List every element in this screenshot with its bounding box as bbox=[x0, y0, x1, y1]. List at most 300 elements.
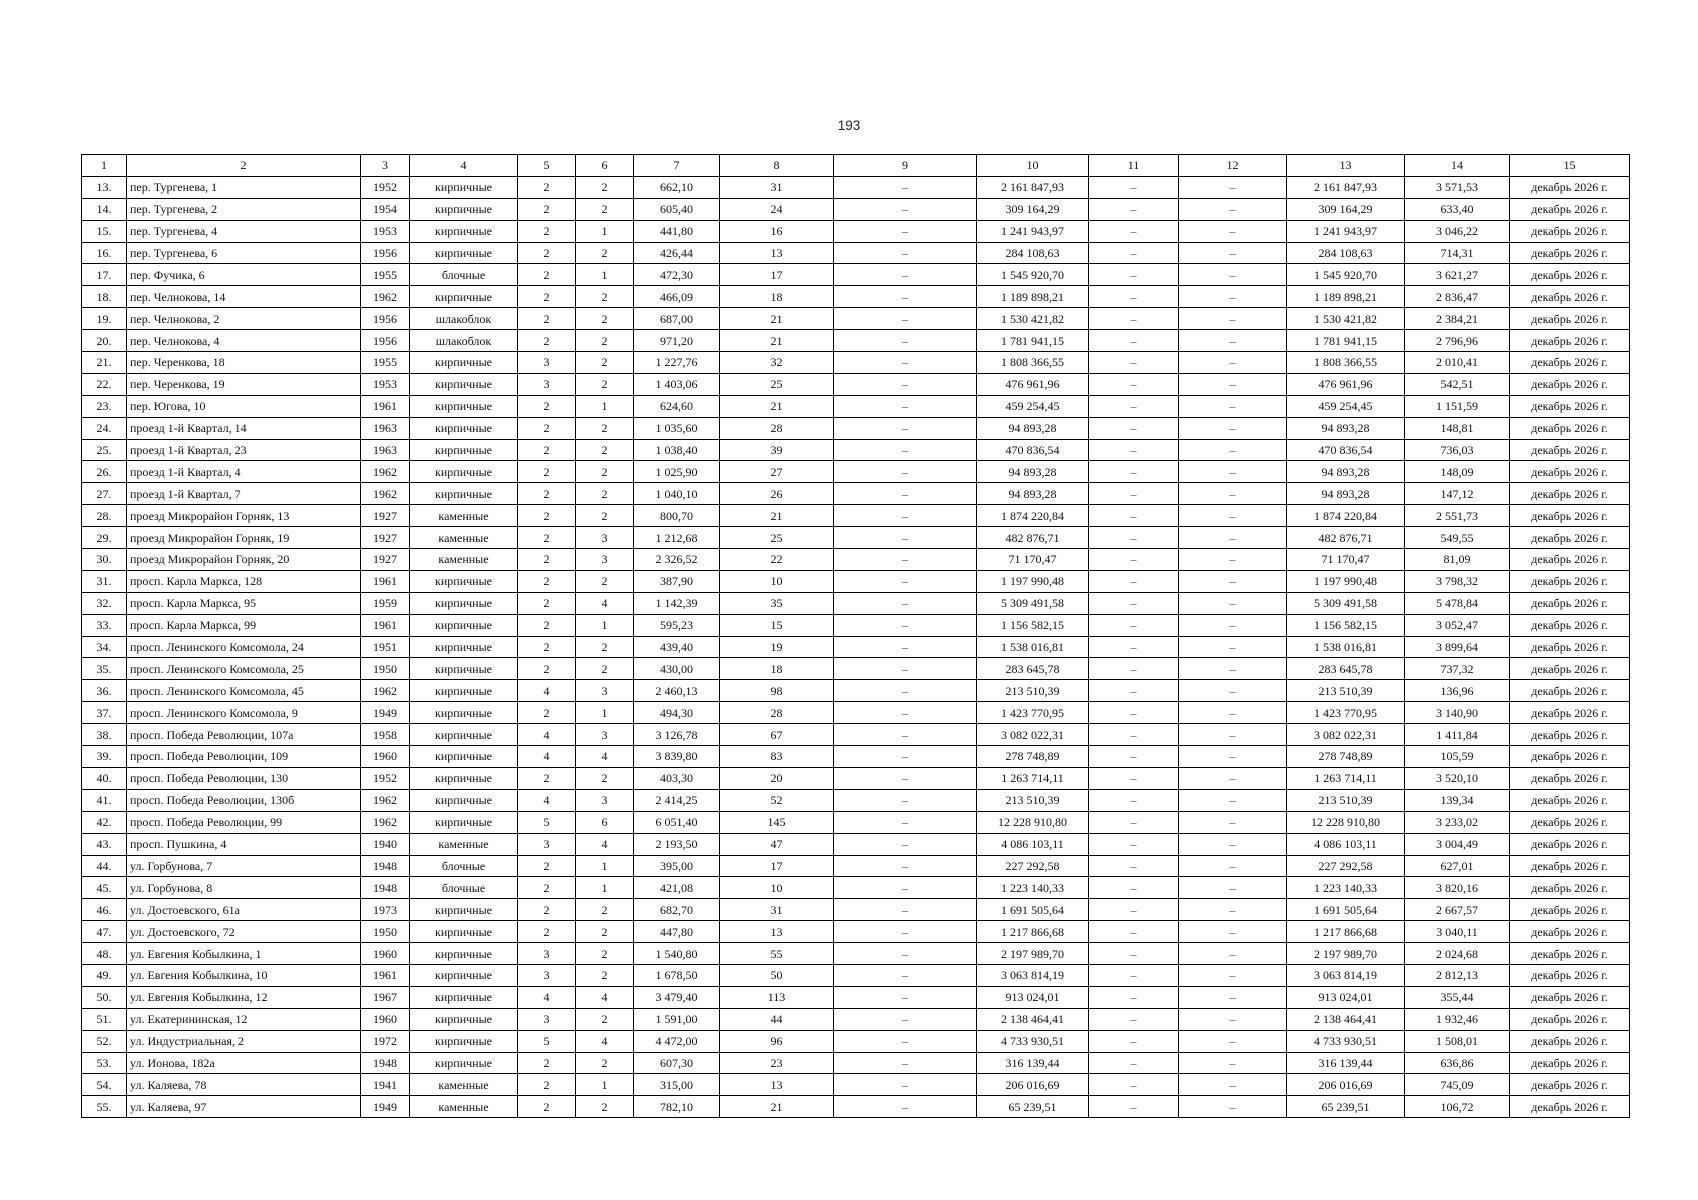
cell-total-area: 3 839,80 bbox=[634, 746, 720, 768]
cell-row-number: 48. bbox=[82, 943, 127, 965]
column-header: 9 bbox=[834, 155, 977, 177]
cell-residents: 21 bbox=[720, 395, 834, 417]
cell-cost-per-sqm: 136,96 bbox=[1405, 680, 1510, 702]
cell-deadline: декабрь 2026 г. bbox=[1510, 658, 1630, 680]
cell-residents: 28 bbox=[720, 702, 834, 724]
table-row bbox=[82, 461, 1630, 483]
cell-cost-per-sqm: 3 046,22 bbox=[1405, 220, 1510, 242]
cell-cost-col-9: – bbox=[834, 614, 977, 636]
cell-wall-material: кирпичные bbox=[410, 899, 518, 921]
cell-cost-col-10: 278 748,89 bbox=[977, 746, 1089, 768]
cell-residents: 13 bbox=[720, 921, 834, 943]
cell-deadline: декабрь 2026 г. bbox=[1510, 1030, 1630, 1052]
cell-floors: 2 bbox=[518, 461, 576, 483]
cell-floors: 2 bbox=[518, 636, 576, 658]
cell-deadline: декабрь 2026 г. bbox=[1510, 483, 1630, 505]
cell-cost-per-sqm: 2 384,21 bbox=[1405, 308, 1510, 330]
cell-total-area: 1 025,90 bbox=[634, 461, 720, 483]
cell-deadline: декабрь 2026 г. bbox=[1510, 724, 1630, 746]
cell-cost-col-12: – bbox=[1179, 1074, 1287, 1096]
cell-residents: 96 bbox=[720, 1030, 834, 1052]
cell-cost-col-11: – bbox=[1089, 986, 1179, 1008]
cell-cost-col-10: 65 239,51 bbox=[977, 1096, 1089, 1118]
cell-cost-per-sqm: 627,01 bbox=[1405, 855, 1510, 877]
cell-deadline: декабрь 2026 г. bbox=[1510, 855, 1630, 877]
cell-total-area: 439,40 bbox=[634, 636, 720, 658]
column-header: 13 bbox=[1287, 155, 1405, 177]
cell-cost-per-sqm: 3 233,02 bbox=[1405, 811, 1510, 833]
cell-row-number: 19. bbox=[82, 308, 127, 330]
cell-cost-col-10: 459 254,45 bbox=[977, 395, 1089, 417]
cell-cost-col-9: – bbox=[834, 395, 977, 417]
cell-year-built: 1927 bbox=[361, 505, 410, 527]
table-row bbox=[82, 964, 1630, 986]
cell-total-area: 387,90 bbox=[634, 570, 720, 592]
cell-cost-total: 913 024,01 bbox=[1287, 986, 1405, 1008]
cell-cost-total: 94 893,28 bbox=[1287, 483, 1405, 505]
cell-wall-material: кирпичные bbox=[410, 198, 518, 220]
cell-wall-material: кирпичные bbox=[410, 176, 518, 198]
cell-row-number: 16. bbox=[82, 242, 127, 264]
cell-entrances: 2 bbox=[576, 308, 634, 330]
cell-address: проезд 1-й Квартал, 4 bbox=[127, 461, 361, 483]
cell-residents: 17 bbox=[720, 855, 834, 877]
cell-total-area: 1 678,50 bbox=[634, 964, 720, 986]
cell-address: ул. Достоевского, 61а bbox=[127, 899, 361, 921]
cell-cost-col-11: – bbox=[1089, 483, 1179, 505]
cell-address: просп. Карла Маркса, 128 bbox=[127, 570, 361, 592]
cell-entrances: 2 bbox=[576, 439, 634, 461]
cell-cost-total: 12 228 910,80 bbox=[1287, 811, 1405, 833]
cell-entrances: 2 bbox=[576, 417, 634, 439]
cell-cost-col-12: – bbox=[1179, 373, 1287, 395]
cell-cost-col-11: – bbox=[1089, 921, 1179, 943]
cell-year-built: 1952 bbox=[361, 176, 410, 198]
cell-row-number: 38. bbox=[82, 724, 127, 746]
cell-cost-col-11: – bbox=[1089, 264, 1179, 286]
cell-total-area: 2 326,52 bbox=[634, 549, 720, 571]
cell-cost-total: 1 223 140,33 bbox=[1287, 877, 1405, 899]
cell-cost-col-10: 1 263 714,11 bbox=[977, 767, 1089, 789]
cell-entrances: 6 bbox=[576, 811, 634, 833]
cell-floors: 2 bbox=[518, 242, 576, 264]
cell-cost-total: 284 108,63 bbox=[1287, 242, 1405, 264]
cell-cost-col-11: – bbox=[1089, 461, 1179, 483]
cell-residents: 25 bbox=[720, 373, 834, 395]
cell-cost-col-12: – bbox=[1179, 636, 1287, 658]
cell-address: проезд 1-й Квартал, 23 bbox=[127, 439, 361, 461]
cell-entrances: 4 bbox=[576, 1030, 634, 1052]
cell-entrances: 1 bbox=[576, 1074, 634, 1096]
cell-year-built: 1956 bbox=[361, 242, 410, 264]
cell-address: проезд 1-й Квартал, 14 bbox=[127, 417, 361, 439]
cell-year-built: 1962 bbox=[361, 461, 410, 483]
cell-address: пер. Челнокова, 14 bbox=[127, 286, 361, 308]
cell-cost-col-12: – bbox=[1179, 505, 1287, 527]
cell-cost-per-sqm: 633,40 bbox=[1405, 198, 1510, 220]
cell-entrances: 1 bbox=[576, 877, 634, 899]
cell-cost-col-11: – bbox=[1089, 395, 1179, 417]
cell-cost-col-11: – bbox=[1089, 855, 1179, 877]
table-row bbox=[82, 899, 1630, 921]
cell-deadline: декабрь 2026 г. bbox=[1510, 964, 1630, 986]
cell-cost-col-10: 482 876,71 bbox=[977, 527, 1089, 549]
cell-cost-per-sqm: 105,59 bbox=[1405, 746, 1510, 768]
cell-total-area: 782,10 bbox=[634, 1096, 720, 1118]
cell-address: ул. Евгения Кобылкина, 1 bbox=[127, 943, 361, 965]
cell-wall-material: шлакоблок bbox=[410, 308, 518, 330]
cell-wall-material: кирпичные bbox=[410, 592, 518, 614]
cell-deadline: декабрь 2026 г. bbox=[1510, 614, 1630, 636]
cell-wall-material: кирпичные bbox=[410, 964, 518, 986]
cell-cost-col-9: – bbox=[834, 702, 977, 724]
cell-row-number: 33. bbox=[82, 614, 127, 636]
cell-cost-total: 227 292,58 bbox=[1287, 855, 1405, 877]
cell-cost-per-sqm: 106,72 bbox=[1405, 1096, 1510, 1118]
cell-residents: 98 bbox=[720, 680, 834, 702]
cell-row-number: 34. bbox=[82, 636, 127, 658]
cell-floors: 2 bbox=[518, 767, 576, 789]
cell-floors: 4 bbox=[518, 789, 576, 811]
housing-register-table bbox=[81, 154, 1630, 1118]
cell-deadline: декабрь 2026 г. bbox=[1510, 352, 1630, 374]
cell-year-built: 1950 bbox=[361, 921, 410, 943]
cell-residents: 19 bbox=[720, 636, 834, 658]
cell-cost-col-11: – bbox=[1089, 373, 1179, 395]
cell-deadline: декабрь 2026 г. bbox=[1510, 570, 1630, 592]
cell-deadline: декабрь 2026 г. bbox=[1510, 811, 1630, 833]
table-row bbox=[82, 242, 1630, 264]
cell-cost-total: 2 138 464,41 bbox=[1287, 1008, 1405, 1030]
cell-row-number: 31. bbox=[82, 570, 127, 592]
cell-cost-col-11: – bbox=[1089, 964, 1179, 986]
cell-year-built: 1949 bbox=[361, 1096, 410, 1118]
cell-cost-col-10: 1 874 220,84 bbox=[977, 505, 1089, 527]
cell-address: пер. Тургенева, 2 bbox=[127, 198, 361, 220]
cell-cost-per-sqm: 737,32 bbox=[1405, 658, 1510, 680]
cell-year-built: 1961 bbox=[361, 964, 410, 986]
cell-cost-col-10: 1 189 898,21 bbox=[977, 286, 1089, 308]
cell-cost-col-11: – bbox=[1089, 417, 1179, 439]
table-row bbox=[82, 417, 1630, 439]
cell-cost-col-10: 2 138 464,41 bbox=[977, 1008, 1089, 1030]
cell-row-number: 30. bbox=[82, 549, 127, 571]
cell-address: просп. Карла Маркса, 95 bbox=[127, 592, 361, 614]
cell-residents: 21 bbox=[720, 505, 834, 527]
cell-cost-col-12: – bbox=[1179, 592, 1287, 614]
cell-cost-col-11: – bbox=[1089, 527, 1179, 549]
cell-row-number: 37. bbox=[82, 702, 127, 724]
cell-residents: 35 bbox=[720, 592, 834, 614]
cell-cost-col-12: – bbox=[1179, 767, 1287, 789]
cell-entrances: 2 bbox=[576, 636, 634, 658]
cell-address: ул. Каляева, 97 bbox=[127, 1096, 361, 1118]
cell-floors: 2 bbox=[518, 1096, 576, 1118]
table-row bbox=[82, 986, 1630, 1008]
cell-cost-col-9: – bbox=[834, 680, 977, 702]
column-header: 1 bbox=[82, 155, 127, 177]
cell-cost-col-9: – bbox=[834, 176, 977, 198]
cell-cost-col-12: – bbox=[1179, 264, 1287, 286]
cell-cost-per-sqm: 2 812,13 bbox=[1405, 964, 1510, 986]
cell-total-area: 2 414,25 bbox=[634, 789, 720, 811]
cell-address: просп. Победа Революции, 130б bbox=[127, 789, 361, 811]
cell-floors: 2 bbox=[518, 855, 576, 877]
cell-year-built: 1963 bbox=[361, 417, 410, 439]
cell-wall-material: кирпичные bbox=[410, 483, 518, 505]
cell-total-area: 800,70 bbox=[634, 505, 720, 527]
cell-cost-per-sqm: 2 796,96 bbox=[1405, 330, 1510, 352]
cell-total-area: 1 038,40 bbox=[634, 439, 720, 461]
cell-cost-col-9: – bbox=[834, 724, 977, 746]
cell-year-built: 1960 bbox=[361, 943, 410, 965]
cell-cost-col-11: – bbox=[1089, 1074, 1179, 1096]
cell-address: пер. Челнокова, 4 bbox=[127, 330, 361, 352]
cell-wall-material: кирпичные bbox=[410, 395, 518, 417]
cell-cost-col-10: 1 691 505,64 bbox=[977, 899, 1089, 921]
cell-address: проезд 1-й Квартал, 7 bbox=[127, 483, 361, 505]
cell-total-area: 1 227,76 bbox=[634, 352, 720, 374]
cell-total-area: 466,09 bbox=[634, 286, 720, 308]
cell-year-built: 1940 bbox=[361, 833, 410, 855]
cell-address: просп. Пушкина, 4 bbox=[127, 833, 361, 855]
cell-cost-col-11: – bbox=[1089, 746, 1179, 768]
cell-cost-col-12: – bbox=[1179, 899, 1287, 921]
table-row bbox=[82, 680, 1630, 702]
cell-year-built: 1962 bbox=[361, 286, 410, 308]
cell-deadline: декабрь 2026 г. bbox=[1510, 527, 1630, 549]
cell-cost-col-12: – bbox=[1179, 964, 1287, 986]
cell-total-area: 315,00 bbox=[634, 1074, 720, 1096]
cell-cost-col-10: 1 530 421,82 bbox=[977, 308, 1089, 330]
cell-cost-col-9: – bbox=[834, 286, 977, 308]
cell-row-number: 29. bbox=[82, 527, 127, 549]
cell-address: ул. Евгения Кобылкина, 12 bbox=[127, 986, 361, 1008]
cell-cost-col-12: – bbox=[1179, 789, 1287, 811]
cell-entrances: 4 bbox=[576, 746, 634, 768]
cell-address: проезд Микрорайон Горняк, 13 bbox=[127, 505, 361, 527]
cell-floors: 2 bbox=[518, 549, 576, 571]
table-row bbox=[82, 811, 1630, 833]
cell-cost-col-11: – bbox=[1089, 789, 1179, 811]
column-header: 7 bbox=[634, 155, 720, 177]
cell-cost-col-11: – bbox=[1089, 702, 1179, 724]
cell-residents: 21 bbox=[720, 308, 834, 330]
cell-cost-col-12: – bbox=[1179, 527, 1287, 549]
cell-total-area: 472,30 bbox=[634, 264, 720, 286]
cell-year-built: 1961 bbox=[361, 395, 410, 417]
cell-wall-material: кирпичные bbox=[410, 789, 518, 811]
cell-cost-col-9: – bbox=[834, 658, 977, 680]
cell-deadline: декабрь 2026 г. bbox=[1510, 176, 1630, 198]
cell-row-number: 14. bbox=[82, 198, 127, 220]
cell-wall-material: кирпичные bbox=[410, 461, 518, 483]
cell-row-number: 26. bbox=[82, 461, 127, 483]
cell-address: просп. Карла Маркса, 99 bbox=[127, 614, 361, 636]
cell-total-area: 395,00 bbox=[634, 855, 720, 877]
table-body bbox=[82, 176, 1630, 1117]
cell-deadline: декабрь 2026 г. bbox=[1510, 286, 1630, 308]
cell-cost-col-12: – bbox=[1179, 1008, 1287, 1030]
cell-wall-material: кирпичные bbox=[410, 439, 518, 461]
cell-cost-total: 4 733 930,51 bbox=[1287, 1030, 1405, 1052]
cell-cost-total: 1 156 582,15 bbox=[1287, 614, 1405, 636]
cell-cost-col-9: – bbox=[834, 592, 977, 614]
cell-wall-material: каменные bbox=[410, 527, 518, 549]
cell-residents: 83 bbox=[720, 746, 834, 768]
cell-residents: 16 bbox=[720, 220, 834, 242]
cell-floors: 2 bbox=[518, 483, 576, 505]
cell-entrances: 1 bbox=[576, 264, 634, 286]
cell-cost-col-10: 227 292,58 bbox=[977, 855, 1089, 877]
cell-cost-col-11: – bbox=[1089, 330, 1179, 352]
cell-wall-material: кирпичные bbox=[410, 724, 518, 746]
cell-address: ул. Достоевского, 72 bbox=[127, 921, 361, 943]
table-row bbox=[82, 855, 1630, 877]
cell-cost-col-11: – bbox=[1089, 176, 1179, 198]
table-row bbox=[82, 439, 1630, 461]
cell-address: пер. Черенкова, 19 bbox=[127, 373, 361, 395]
cell-cost-col-11: – bbox=[1089, 899, 1179, 921]
cell-cost-per-sqm: 542,51 bbox=[1405, 373, 1510, 395]
cell-cost-col-12: – bbox=[1179, 417, 1287, 439]
cell-residents: 20 bbox=[720, 767, 834, 789]
cell-year-built: 1956 bbox=[361, 308, 410, 330]
cell-floors: 2 bbox=[518, 702, 576, 724]
cell-deadline: декабрь 2026 г. bbox=[1510, 549, 1630, 571]
cell-address: ул. Горбунова, 7 bbox=[127, 855, 361, 877]
table-row bbox=[82, 789, 1630, 811]
cell-deadline: декабрь 2026 г. bbox=[1510, 833, 1630, 855]
cell-wall-material: кирпичные bbox=[410, 373, 518, 395]
cell-cost-total: 278 748,89 bbox=[1287, 746, 1405, 768]
cell-cost-col-9: – bbox=[834, 373, 977, 395]
cell-year-built: 1948 bbox=[361, 855, 410, 877]
cell-cost-total: 2 197 989,70 bbox=[1287, 943, 1405, 965]
cell-cost-col-10: 470 836,54 bbox=[977, 439, 1089, 461]
cell-residents: 67 bbox=[720, 724, 834, 746]
cell-entrances: 2 bbox=[576, 570, 634, 592]
cell-cost-col-12: – bbox=[1179, 986, 1287, 1008]
table-row bbox=[82, 483, 1630, 505]
cell-deadline: декабрь 2026 г. bbox=[1510, 789, 1630, 811]
cell-cost-col-12: – bbox=[1179, 943, 1287, 965]
cell-cost-per-sqm: 2 010,41 bbox=[1405, 352, 1510, 374]
cell-year-built: 1959 bbox=[361, 592, 410, 614]
cell-address: проезд Микрорайон Горняк, 20 bbox=[127, 549, 361, 571]
cell-cost-per-sqm: 3 040,11 bbox=[1405, 921, 1510, 943]
cell-cost-total: 1 217 866,68 bbox=[1287, 921, 1405, 943]
cell-residents: 39 bbox=[720, 439, 834, 461]
table-row bbox=[82, 308, 1630, 330]
cell-entrances: 2 bbox=[576, 286, 634, 308]
cell-cost-total: 1 538 016,81 bbox=[1287, 636, 1405, 658]
cell-entrances: 2 bbox=[576, 330, 634, 352]
cell-cost-col-9: – bbox=[834, 1030, 977, 1052]
cell-residents: 13 bbox=[720, 1074, 834, 1096]
cell-cost-col-11: – bbox=[1089, 811, 1179, 833]
cell-cost-total: 1 530 421,82 bbox=[1287, 308, 1405, 330]
cell-cost-col-10: 2 161 847,93 bbox=[977, 176, 1089, 198]
cell-cost-col-9: – bbox=[834, 483, 977, 505]
cell-cost-col-11: – bbox=[1089, 833, 1179, 855]
cell-wall-material: блочные bbox=[410, 264, 518, 286]
cell-residents: 50 bbox=[720, 964, 834, 986]
cell-floors: 2 bbox=[518, 570, 576, 592]
cell-cost-per-sqm: 1 151,59 bbox=[1405, 395, 1510, 417]
cell-year-built: 1951 bbox=[361, 636, 410, 658]
cell-residents: 10 bbox=[720, 877, 834, 899]
cell-cost-per-sqm: 139,34 bbox=[1405, 789, 1510, 811]
cell-cost-col-11: – bbox=[1089, 767, 1179, 789]
cell-wall-material: кирпичные bbox=[410, 658, 518, 680]
cell-deadline: декабрь 2026 г. bbox=[1510, 1008, 1630, 1030]
cell-cost-col-9: – bbox=[834, 352, 977, 374]
cell-row-number: 36. bbox=[82, 680, 127, 702]
cell-cost-per-sqm: 3 520,10 bbox=[1405, 767, 1510, 789]
cell-deadline: декабрь 2026 г. bbox=[1510, 943, 1630, 965]
cell-cost-total: 2 161 847,93 bbox=[1287, 176, 1405, 198]
cell-floors: 2 bbox=[518, 505, 576, 527]
page-number: 193 bbox=[837, 118, 861, 133]
cell-row-number: 53. bbox=[82, 1052, 127, 1074]
cell-cost-total: 213 510,39 bbox=[1287, 789, 1405, 811]
cell-deadline: декабрь 2026 г. bbox=[1510, 220, 1630, 242]
cell-address: ул. Индустриальная, 2 bbox=[127, 1030, 361, 1052]
cell-cost-total: 316 139,44 bbox=[1287, 1052, 1405, 1074]
cell-cost-col-10: 1 808 366,55 bbox=[977, 352, 1089, 374]
cell-residents: 44 bbox=[720, 1008, 834, 1030]
cell-cost-col-10: 1 781 941,15 bbox=[977, 330, 1089, 352]
cell-cost-per-sqm: 147,12 bbox=[1405, 483, 1510, 505]
cell-floors: 2 bbox=[518, 899, 576, 921]
cell-cost-total: 482 876,71 bbox=[1287, 527, 1405, 549]
cell-entrances: 2 bbox=[576, 1096, 634, 1118]
cell-address: просп. Ленинского Комсомола, 25 bbox=[127, 658, 361, 680]
cell-total-area: 1 040,10 bbox=[634, 483, 720, 505]
cell-entrances: 2 bbox=[576, 658, 634, 680]
cell-address: пер. Фучика, 6 bbox=[127, 264, 361, 286]
table-row bbox=[82, 352, 1630, 374]
cell-floors: 2 bbox=[518, 220, 576, 242]
column-header: 8 bbox=[720, 155, 834, 177]
cell-floors: 2 bbox=[518, 395, 576, 417]
cell-cost-col-12: – bbox=[1179, 833, 1287, 855]
column-header: 12 bbox=[1179, 155, 1287, 177]
cell-cost-col-9: – bbox=[834, 746, 977, 768]
cell-cost-col-12: – bbox=[1179, 352, 1287, 374]
cell-wall-material: каменные bbox=[410, 1096, 518, 1118]
cell-row-number: 49. bbox=[82, 964, 127, 986]
cell-cost-total: 206 016,69 bbox=[1287, 1074, 1405, 1096]
column-header: 6 bbox=[576, 155, 634, 177]
cell-address: пер. Тургенева, 6 bbox=[127, 242, 361, 264]
cell-total-area: 607,30 bbox=[634, 1052, 720, 1074]
cell-floors: 4 bbox=[518, 680, 576, 702]
cell-deadline: декабрь 2026 г. bbox=[1510, 439, 1630, 461]
cell-cost-col-11: – bbox=[1089, 877, 1179, 899]
table-row bbox=[82, 1052, 1630, 1074]
cell-cost-col-11: – bbox=[1089, 680, 1179, 702]
cell-cost-per-sqm: 81,09 bbox=[1405, 549, 1510, 571]
cell-floors: 2 bbox=[518, 921, 576, 943]
cell-cost-col-9: – bbox=[834, 789, 977, 811]
cell-floors: 5 bbox=[518, 1030, 576, 1052]
cell-cost-total: 1 263 714,11 bbox=[1287, 767, 1405, 789]
cell-wall-material: кирпичные bbox=[410, 286, 518, 308]
cell-entrances: 3 bbox=[576, 549, 634, 571]
cell-address: просп. Ленинского Комсомола, 24 bbox=[127, 636, 361, 658]
